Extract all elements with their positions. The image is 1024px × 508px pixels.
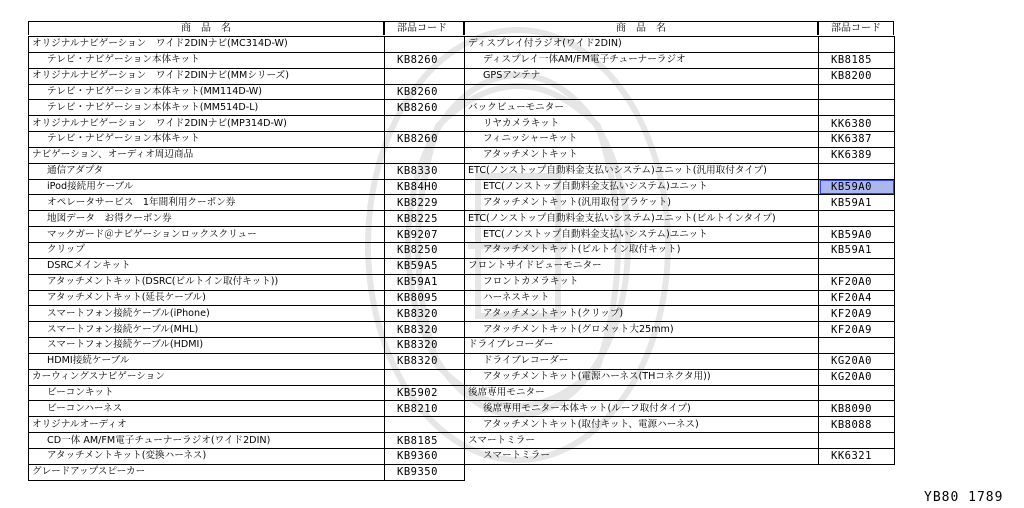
part-code[interactable]: KK6321 [819, 448, 895, 464]
left-name-header-label: 商 品 名 [181, 23, 231, 34]
table-row [29, 116, 465, 132]
part-name: ディスプレイ一体AM/FM電子チューナーラジオ [465, 52, 819, 68]
part-code [819, 84, 895, 100]
part-code[interactable]: KF20A0 [819, 274, 895, 290]
table-row [29, 37, 465, 53]
table-row [465, 258, 895, 274]
part-name: テレビ・ナビゲーション本体キット(MM114D-W) [29, 84, 385, 100]
part-code[interactable]: KK6387 [819, 132, 895, 148]
table-row [29, 448, 465, 464]
part-name: ETC(ノンストップ自動料金支払いシステム)ユニット [465, 227, 819, 243]
table-row [465, 211, 895, 227]
part-code[interactable]: KB8260 [385, 84, 465, 100]
part-name: クリップ [29, 242, 385, 258]
part-code [819, 163, 895, 179]
part-code[interactable]: KB8330 [385, 163, 465, 179]
part-name: ドライブレコーダー [465, 353, 819, 369]
part-name: フロントカメラキット [465, 274, 819, 290]
part-code[interactable]: KB8260 [385, 52, 465, 68]
table-row [465, 227, 895, 243]
table-row [465, 195, 895, 211]
table-row [465, 417, 895, 433]
table-row [29, 52, 465, 68]
part-name: 地図データ お得クーポン券 [29, 211, 385, 227]
part-code [819, 37, 895, 53]
part-code[interactable]: KB8250 [385, 242, 465, 258]
table-row [29, 242, 465, 258]
left-parts-table [28, 36, 465, 481]
part-name: ハーネスキット [465, 290, 819, 306]
part-code[interactable]: KB59A1 [819, 242, 895, 258]
part-code[interactable]: KB8185 [819, 52, 895, 68]
part-name: iPod接続用ケーブル [29, 179, 385, 195]
part-code[interactable]: KB59A5 [385, 258, 465, 274]
table-row [29, 163, 465, 179]
table-row [465, 274, 895, 290]
category-name: オリジナルナビゲーション ワイド2DINナビ(MP314D-W) [29, 116, 385, 132]
part-code [385, 147, 465, 163]
right-parts-table [464, 36, 895, 465]
right-name-header-label: 商 品 名 [616, 23, 666, 34]
category-name: オリジナルオーディオ [29, 417, 385, 433]
part-code[interactable]: KF20A9 [819, 322, 895, 338]
table-row [465, 100, 895, 116]
category-name: グレードアップスピーカー [29, 464, 385, 480]
part-code[interactable]: KF20A9 [819, 306, 895, 322]
part-code [385, 37, 465, 53]
part-code[interactable]: KB8320 [385, 306, 465, 322]
part-code[interactable]: KB9350 [385, 464, 465, 480]
part-name: HDMI接続ケーブル [29, 353, 385, 369]
part-code [385, 369, 465, 385]
part-name: アタッチメントキット(DSRC(ビルトイン取付キット)) [29, 274, 385, 290]
part-name: アタッチメントキット(クリップ) [465, 306, 819, 322]
part-name: アタッチメントキット [465, 147, 819, 163]
right-code-header [818, 21, 894, 35]
table-row [465, 132, 895, 148]
part-name: オペレータサービス 1年間利用クーポン券 [29, 195, 385, 211]
part-code [819, 385, 895, 401]
table-row [29, 100, 465, 116]
table-row [465, 338, 895, 354]
part-code[interactable]: KB8095 [385, 290, 465, 306]
sheet-number: YB80 1789 [924, 490, 1004, 505]
table-row [465, 179, 895, 195]
table-row [465, 401, 895, 417]
part-name: 後席専用モニター本体キット(ルーフ取付タイプ) [465, 401, 819, 417]
part-code[interactable]: KK6389 [819, 147, 895, 163]
part-code[interactable]: KB8090 [819, 401, 895, 417]
part-name: CD一体 AM/FM電子チューナーラジオ(ワイド2DIN) [29, 433, 385, 449]
part-code[interactable]: KB59A1 [819, 195, 895, 211]
part-code[interactable]: KB8185 [385, 433, 465, 449]
part-name: DSRCメインキット [29, 258, 385, 274]
table-row [465, 290, 895, 306]
table-row [465, 448, 895, 464]
category-name: フロントサイドビューモニター [465, 258, 819, 274]
table-row [29, 84, 465, 100]
table-row [29, 338, 465, 354]
table-row [29, 179, 465, 195]
table-row [29, 417, 465, 433]
part-code[interactable]: KB5902 [385, 385, 465, 401]
table-row [29, 464, 465, 480]
part-name: アタッチメントキット(変換ハーネス) [29, 448, 385, 464]
table-row [465, 433, 895, 449]
part-code[interactable]: KB8260 [385, 100, 465, 116]
part-name: スマートフォン接続ケーブル(MHL) [29, 322, 385, 338]
part-name: アタッチメントキット(電源ハーネス(THコネクタ用)) [465, 369, 819, 385]
part-name: リヤカメラキット [465, 116, 819, 132]
table-row [29, 401, 465, 417]
part-name: テレビ・ナビゲーション本体キット(MM514D-L) [29, 100, 385, 116]
part-name: テレビ・ナビゲーション本体キット [29, 52, 385, 68]
part-name: テレビ・ナビゲーション本体キット [29, 132, 385, 148]
part-name: GPSアンテナ [465, 68, 819, 84]
part-code[interactable]: KB8260 [385, 132, 465, 148]
part-code[interactable]: KB8200 [819, 68, 895, 84]
part-name: アタッチメントキット(取付キット、電源ハーネス) [465, 417, 819, 433]
table-row [29, 290, 465, 306]
left-name-header [28, 21, 384, 35]
part-code[interactable]: KK6380 [819, 116, 895, 132]
category-name: スマートミラー [465, 433, 819, 449]
part-code [819, 100, 895, 116]
category-name: ナビゲーション、オーディオ周辺商品 [29, 147, 385, 163]
left-code-header [384, 21, 464, 35]
category-name: ETC(ノンストップ自動料金支払いシステム)ユニット(ビルトインタイプ) [465, 211, 819, 227]
part-name: ETC(ノンストップ自動料金支払いシステム)ユニット [465, 179, 819, 195]
part-code[interactable]: KB9207 [385, 227, 465, 243]
category-name: 後席専用モニター [465, 385, 819, 401]
table-row [29, 306, 465, 322]
left-code-header-label: 部品コード [397, 23, 447, 34]
table-row [29, 353, 465, 369]
table-row [465, 353, 895, 369]
part-name: フィニッシャーキット [465, 132, 819, 148]
table-row [29, 132, 465, 148]
part-name: アタッチメントキット(延長ケーブル) [29, 290, 385, 306]
table-row [29, 322, 465, 338]
part-code[interactable]: KB59A0 [819, 227, 895, 243]
table-row [465, 163, 895, 179]
part-code[interactable]: KF20A4 [819, 290, 895, 306]
part-code[interactable]: KB59A1 [385, 274, 465, 290]
category-name: ドライブレコーダー [465, 338, 819, 354]
table-row [29, 369, 465, 385]
category-name: オリジナルナビゲーション ワイド2DINナビ(MMシリーズ) [29, 68, 385, 84]
part-code[interactable]: KG20A0 [819, 369, 895, 385]
part-code[interactable]: KB8088 [819, 417, 895, 433]
part-name: アタッチメントキット(ビルトイン取付キット) [465, 242, 819, 258]
part-name: スマートフォン接続ケーブル(HDMI) [29, 338, 385, 354]
table-row [29, 211, 465, 227]
part-name: アタッチメントキット(汎用取付ブラケット) [465, 195, 819, 211]
table-row [465, 322, 895, 338]
table-row [465, 147, 895, 163]
part-name: スマートミラー [465, 448, 819, 464]
right-code-header-label: 部品コード [831, 23, 881, 34]
part-name: 通信アダプタ [29, 163, 385, 179]
table-row [465, 242, 895, 258]
part-name: スマートフォン接続ケーブル(iPhone) [29, 306, 385, 322]
part-name: アタッチメントキット(グロメット大25mm) [465, 322, 819, 338]
part-name: マックガード＠ナビゲーションロックスクリュー [29, 227, 385, 243]
part-name [465, 84, 819, 100]
part-code[interactable]: KB84H0 [385, 179, 465, 195]
right-name-header [464, 21, 818, 35]
category-name: オリジナルナビゲーション ワイド2DINナビ(MC314D-W) [29, 37, 385, 53]
table-row [29, 258, 465, 274]
table-row [465, 52, 895, 68]
part-code[interactable]: KB8229 [385, 195, 465, 211]
part-code[interactable]: KB8320 [385, 338, 465, 354]
part-code [385, 417, 465, 433]
part-code [819, 338, 895, 354]
category-name: ディスプレイ付ラジオ(ワイド2DIN) [465, 37, 819, 53]
table-row [29, 385, 465, 401]
table-row [465, 84, 895, 100]
part-code[interactable]: KG20A0 [819, 353, 895, 369]
part-code [385, 68, 465, 84]
category-name: ETC(ノンストップ自動料金支払いシステム)ユニット(汎用取付タイプ) [465, 163, 819, 179]
table-row [29, 274, 465, 290]
part-name: ビーコンキット [29, 385, 385, 401]
table-row [465, 369, 895, 385]
part-code[interactable]: KB9360 [385, 448, 465, 464]
table-row [465, 68, 895, 84]
part-code[interactable]: KB8210 [385, 401, 465, 417]
part-code [819, 258, 895, 274]
table-row [29, 147, 465, 163]
table-row [465, 37, 895, 53]
table-row [465, 306, 895, 322]
part-code[interactable]: KB8225 [385, 211, 465, 227]
part-code [819, 211, 895, 227]
table-row [29, 68, 465, 84]
part-code [819, 433, 895, 449]
category-name: カーウィングスナビゲーション [29, 369, 385, 385]
part-name: ビーコンハーネス [29, 401, 385, 417]
table-row [29, 195, 465, 211]
table-row [465, 385, 895, 401]
part-code-selected[interactable]: KB59A0 [819, 179, 895, 195]
part-code [385, 116, 465, 132]
table-row [465, 116, 895, 132]
part-code[interactable]: KB8320 [385, 322, 465, 338]
part-code[interactable]: KB8320 [385, 353, 465, 369]
table-row [29, 227, 465, 243]
table-row [29, 433, 465, 449]
category-name: バックビューモニター [465, 100, 819, 116]
